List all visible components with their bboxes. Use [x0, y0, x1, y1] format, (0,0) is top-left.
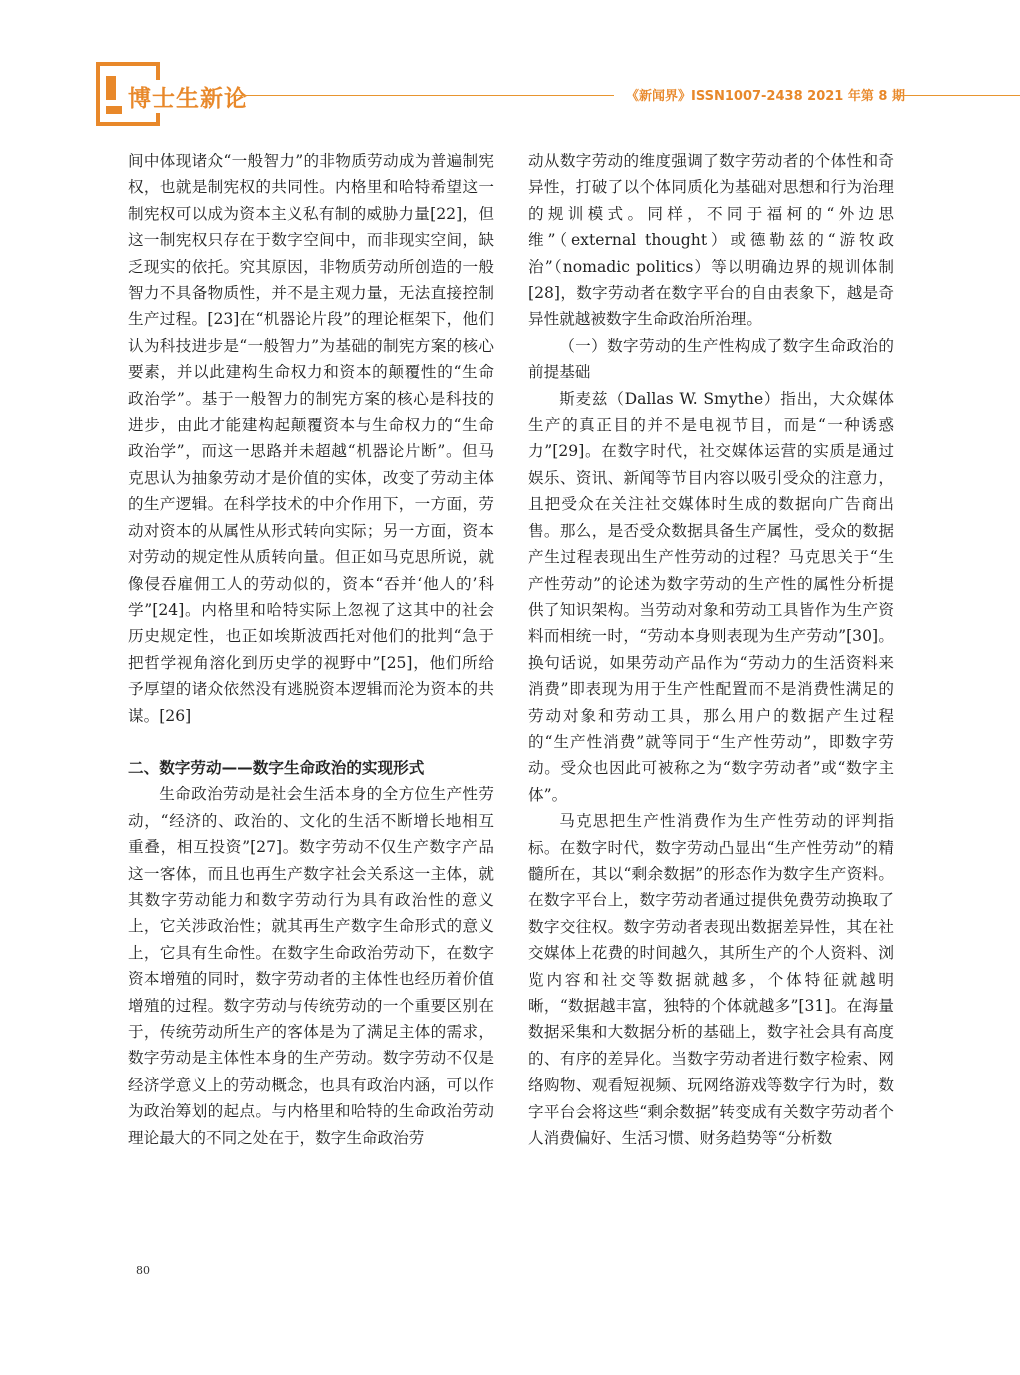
left-column: [128, 148, 494, 1151]
subsection-heading: （一）数字劳动的生产性构成了数字生命政治的前提基础: [528, 336, 894, 382]
left-paragraph-2: 生命政治劳动是社会生活本身的全方位生产性劳动，“经济的、政治的、文化的生活不断增长地相互重叠，相互投资”[27]。数字劳动不仅生产数字产品这一客体，而且也再生产数字社会关系这一主体，就其数字劳动能力和数字劳动行为具有政治性的意义上，它关涉政治性；就其再生产数字生命形式的意义上，它具有生命性。在数字生命政治劳动下，在数字资本增殖的同时，数字劳动者的主体性也经历着价值增殖的过程。数字劳动与传统劳动的一个重要区别在于，传统劳动所生产的客体是为了满足主体的需求，数字劳动是主体性本身的生产劳动。数字劳动不仅是经济学意义上的劳动概念，也具有政治内涵，可以作为政治筹划的起点。与内格里和哈特的生命政治劳动理论最大的不同之处在于，数字生命政治劳: [128, 785, 494, 1147]
page-header: [0, 0, 1020, 140]
section-heading: 二、数字劳动——数字生命政治的实现形式: [128, 758, 425, 777]
journal-info: 《新闻界》ISSN1007-2438 2021 年第 8 期: [626, 89, 905, 104]
right-paragraph-1: 动从数字劳动的维度强调了数字劳动者的个体性和奇异性，打破了以个体同质化为基础对思想和行为治理的规训模式。同样，不同于福柯的“外边思维”（external thought）或德勒兹的“游牧政治”（nomadic politics）等以明确边界的规训体制[28]，数字劳动者在数字平台的自由表象下，越是奇异性就越被数字生命政治所治理。: [528, 152, 894, 329]
page-number: 80: [136, 1264, 150, 1277]
left-paragraph-1: 间中体现诸众“一般智力”的非物质劳动成为普遍制宪权，也就是制宪权的共同性。内格里和哈特希望这一制宪权可以成为资本主义私有制的威胁力量[22]，但这一制宪权只存在于数字空间中，而非现实空间，缺乏现实的依托。究其原因，非物质劳动所创造的一般智力不具备物质性，并不是主观力量，无法直接控制生产过程。[23]在“机器论片段”的理论框架下，他们认为科技进步是“一般智力”为基础的制宪方案的核心要素，并以此建构生命权力和资本的颠覆性的“生命政治学”。基于一般智力的制宪方案的核心是科技的进步，由此才能建构起颠覆资本与生命权力的“生命政治学”，而这一思路并未超越“机器论片断”。但马克思认为抽象劳动才是价值的实体，改变了劳动主体的生产逻辑。在科学技术的中介作用下，一方面，劳动对资本的从属性从形式转向实际；另一方面，资本对劳动的规定性从质转向量。但正如马克思所说，就像侵吞雇佣工人的劳动似的，资本“吞并‘他人的’科学”[24]。内格里和哈特实际上忽视了这其中的社会历史规定性，也正如埃斯波西托对他们的批判“急于把哲学视角溶化到历史学的视野中”[25]，他们所给予厚望的诸众依然没有逃脱资本逻辑而沦为资本的共谋。[26]: [128, 152, 494, 725]
right-paragraph-3: 马克思把生产性消费作为生产性劳动的评判指标。在数字时代，数字劳动凸显出“生产性劳动”的精髓所在，其以“剩余数据”的形态作为数字生产资料。在数字平台上，数字劳动者通过提供免费劳动换取了数字交往权。数字劳动者表现出数据差异性，其在社交媒体上花费的时间越久，其所生产的个人资料、浏览内容和社交等数据就越多，个体特征就越明晰，“数据越丰富，独特的个体就越多”[31]。在海量数据采集和大数据分析的基础上，数字社会具有高度的、有序的差异化。当数字劳动者进行数字检索、网络购物、观看短视频、玩网络游戏等数字行为时，数字平台会将这些“剩余数据”转变成有关数字劳动者个人消费偏好、生活习惯、财务趋势等“分析数: [528, 812, 894, 1148]
right-paragraph-2: 斯麦兹（Dallas W. Smythe）指出，大众媒体生产的真正目的并不是电视节目，而是“一种诱惑力”[29]。在数字时代，社交媒体运营的实质是通过娱乐、资讯、新闻等节目内容以吸引受众的注意力，且把受众在关注社交媒体时生成的数据向广告商出售。那么，是否受众数据具备生产属性，受众的数据产生过程表现出生产性劳动的过程？马克思关于“生产性劳动”的论述为数字劳动的生产性的属性分析提供了知识架构。当劳动对象和劳动工具皆作为生产资料而相统一时，“劳动本身则表现为生产劳动”[30]。换句话说，如果劳动产品作为“劳动力的生活资料来消费”即表现为用于生产性配置而不是消费性满足的劳动对象和劳动工具，那么用户的数据产生过程的“生产性消费”就等同于“生产性劳动”，即数字劳动。受众也因此可被称之为“数字劳动者”或“数字主体”。: [528, 389, 894, 804]
header-rule-right: [896, 95, 1020, 96]
section-title: 博士生新论: [124, 80, 252, 113]
header-rule-left: [232, 95, 614, 96]
right-column: [528, 148, 894, 1151]
